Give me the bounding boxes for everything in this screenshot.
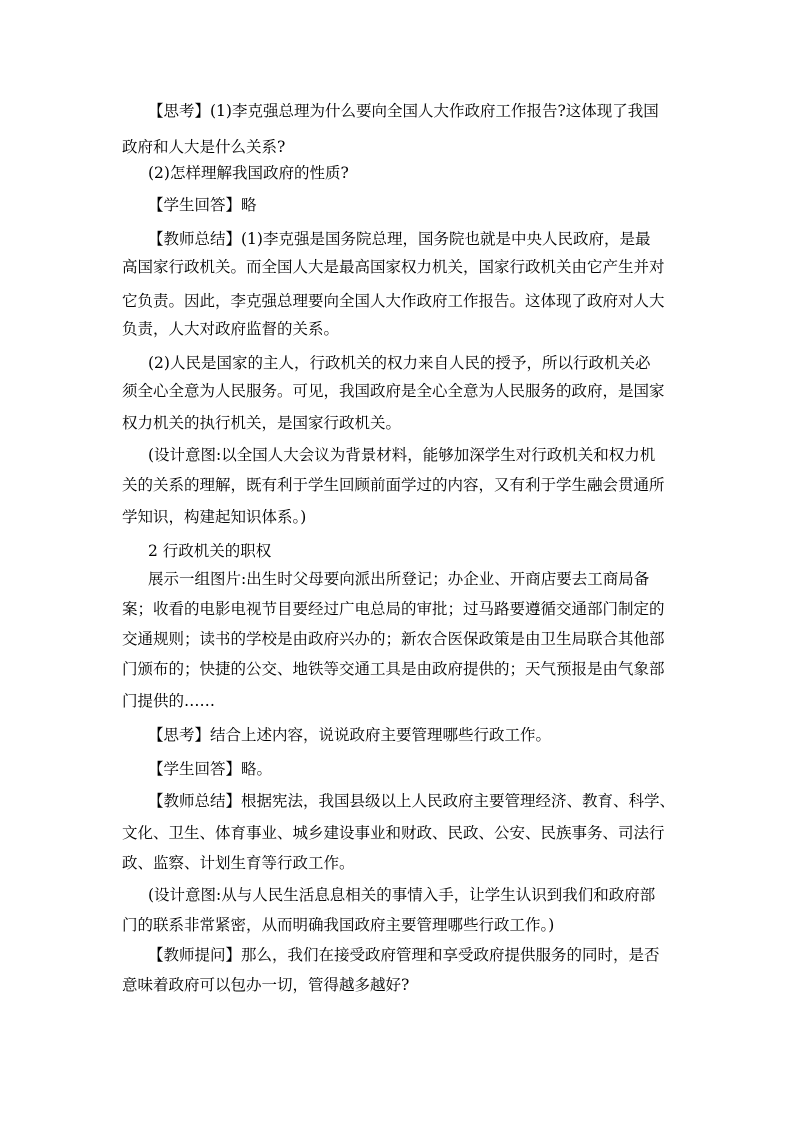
paragraph-line: 意味着政府可以包办一切，管得越多越好? [122, 976, 410, 994]
paragraph-line: 关的关系的理解，既有利于学生回顾前面学过的内容，又有利于学生融会贯通所 [122, 476, 665, 494]
paragraph-line: 【教师总结】(1)李克强是国务院总理，国务院也就是中央人民政府，是最 [148, 230, 651, 248]
paragraph-line: 案；收看的电影电视节目要经过广电总局的审批；过马路要遵循交通部门制定的 [122, 600, 665, 618]
paragraph-line: 门提供的…… [122, 692, 216, 710]
paragraph-line: 政府和人大是什么关系? [122, 138, 286, 156]
paragraph-line: 政、监察、计划生育等行政工作。 [122, 854, 355, 872]
paragraph-line: 【教师提问】那么，我们在接受政府管理和享受政府提供服务的同时，是否 [148, 946, 660, 964]
paragraph-line: 须全心全意为人民服务。可见，我国政府是全心全意为人民服务的政府，是国家 [122, 382, 665, 400]
paragraph-line: (2)怎样理解我国政府的性质? [148, 164, 349, 182]
paragraph-line: 学知识，构建起知识体系。) [122, 508, 307, 526]
paragraph-line: 负责，人大对政府监督的关系。 [122, 320, 340, 338]
paragraph-line: (2)人民是国家的主人，行政机关的权力来自人民的授予，所以行政机关必 [148, 354, 651, 372]
paragraph-line: 展示一组图片:出生时父母要向派出所登记；办企业、开商店要去工商局备 [148, 570, 650, 588]
paragraph-line: (设计意图:以全国人大会议为背景材料，能够加深学生对行政机关和权力机 [148, 446, 656, 464]
section-heading: 2 行政机关的职权 [148, 542, 272, 560]
paragraph-line: 【思考】(1)李克强总理为什么要向全国人大作政府工作报告?这体现了我国 [148, 102, 659, 120]
paragraph-line: 它负责。因此，李克强总理要向全国人大作政府工作报告。这体现了政府对人大 [122, 292, 665, 310]
paragraph-line: 文化、卫生、体育事业、城乡建设事业和财政、民政、公安、民族事务、司法行 [122, 824, 665, 842]
paragraph-line: 交通规则；读书的学校是由政府兴办的；新农合医保政策是由卫生局联合其他部 [122, 630, 665, 648]
paragraph-line: 权力机关的执行机关，是国家行政机关。 [122, 414, 402, 432]
paragraph-line: 【思考】结合上述内容，说说政府主要管理哪些行政工作。 [148, 726, 552, 744]
paragraph-line: 门的联系非常紧密，从而明确我国政府主要管理哪些行政工作。) [122, 916, 555, 934]
paragraph-line: 【学生回答】略 [148, 196, 257, 214]
paragraph-line: 门颁布的；快捷的公交、地铁等交通工具是由政府提供的；天气预报是由气象部 [122, 660, 665, 678]
paragraph-line: (设计意图:从与人民生活息息相关的事情入手，让学生认识到我们和政府部 [148, 886, 656, 904]
paragraph-line: 【学生回答】略。 [148, 760, 273, 778]
paragraph-line: 高国家行政机关。而全国人大是最高国家权力机关，国家行政机关由它产生并对 [122, 258, 665, 276]
paragraph-line: 【教师总结】根据宪法，我国县级以上人民政府主要管理经济、教育、科学、 [148, 792, 676, 810]
